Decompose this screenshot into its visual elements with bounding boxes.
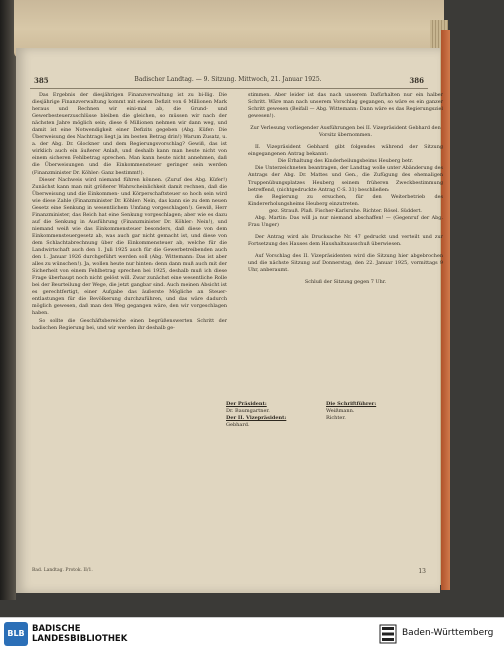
- session-end: Schluß der Sitzung gegen 7 Uhr.: [304, 279, 387, 286]
- notice-motion-intro: II. Vizepräsident Gebhard gibt folgendes während der Sitzung eingegangenen Antrag bekannt:: [248, 144, 443, 158]
- closing-text: Auf Vorschlag des II. Vizepräsidenten wird die Sitzung hier abgebrochen und die nächste Sitzung auf Donnerstag, den 22. Januar 1925, vormittags 9 Uhr, anberaumt.: [248, 252, 443, 274]
- motion-signers: gez. Strauß. Plaß. Fischer-Karlsruhe. Richter. Rösel. Süddert.: [269, 207, 422, 214]
- book-edge-left: [0, 0, 16, 600]
- signature-col-president: [226, 401, 321, 429]
- signature-block: [226, 401, 421, 441]
- footer-signature: Bad. Landtag. Protok. II/1.: [32, 568, 93, 573]
- right-column: [248, 92, 443, 422]
- page-number-right: 386: [409, 76, 424, 85]
- left-paragraph-2: Dieser Nachweis wird niemand führen können. (Zuruf des Abg. Küfer!) Zunächst kann man mit größerer Wahrscheinlichkeit damit rechnen, daß die Überweisung und die Einkommen- und Körperschaftsteuer so hoch sein wird wie diese Zahle (Finanzminister Dr. Köhler: Nein, das kann sie zu dem neuen Gesetz eine Senkung in wesentlichem Umfang vorgeschlagen!). Gewiß, Herr Finanzminister, das Reich hat eine Senkung vorgeschlagen; aber wie es dazu auf die Senkung in Ausführung (Finanzminister Dr. Köhler: Nein!), und niemand weiß wie das Einkommensteuer besonders, daß diese von dem Einkommensteuergesetz ab, was auch gar nicht gemacht ist, und diese von dem Schlachtabrechnung über die Einkommensteuer ab, welche für die Landwirtschaft auch den 1. Juli 1925 auch für die Gewerbetreibenden auch den 1. Januar 1926 durchgeführt werden soll (Abg. Wittemann: Das ist aber alles zu wünschen!). Ja, wollen heute nur hinten: denn dann muß auch mit der Sicherheit von einem Fehlbetrag sprechen bei 1925, deshalb muß ich diese Frage überhaupt noch nicht gelöst will. Zwar zunächst eine wesentliche Rolle bei der Beurteilung der Wege, die jetzt gangbar sind. Auch meinen Absicht ist es gerechtfertigt, einer Aufgabe das äußerste Mögliche an Steuer-entlastungen für die Bevölkerung durchzuführen, und das wäre dadurch möglich gewesen, daß man den Weg gegangen wäre, den wir vorgeschlagen haben.: [32, 176, 227, 317]
- left-paragraph-1: Das Ergebnis der diesjährigen Finanzverwaltung ist zu bi-llig. Die diesjährige Finanzverwaltung kommt mit einem Defizit von 6 Millionen Mark heraus und Rechnen wir eini-mal ab, die Grund- und Gewerbesteuerzuschlüsse bleiben die gleichen, so müssen wir nach der nächsten Jahre möglich sein; diese 6 Millionen nehmen wir dann weg, und damit ist eine Notwendigkeit einer Defizits gegeben (Abg. Küfer: Die Überweisung des Nachtrags liegt ja im besten Betrag drin!) Warum Zusatz, u. a. der Abg. Dr. Glockner und dem Regierungsvorschlag? Gewiß, das ist wirklich auch ein äußerer Anlaß, und deshalb kann man heute nicht von einem sicheren Fehlbetrag sprechen. Man kann heute nicht annehmen, daß die Überweisungen und die Einkommensteuer geringer sein werden (Finanzminister Dr. Köhler: Ganz bestimmt!).: [32, 92, 227, 176]
- president-name: Dr. Baumgartner.: [226, 408, 270, 414]
- motion-referral: Der Antrag wird als Drucksache Nr. 47 gedruckt und verteilt und zur Fortsetzung des Hauses dem Haushaltsausschuß überwiesen.: [248, 233, 443, 247]
- blb-logo[interactable]: BLB: [4, 622, 28, 646]
- left-paragraph-3: So sollte die Geschäftsbereiche einen begrüßenswerten Schritt der badischen Regierung bei, und wir werden ihr deshalb ge-: [32, 317, 227, 331]
- secretary-name-2: Richter.: [326, 415, 346, 421]
- page-number-left: 385: [34, 76, 49, 85]
- right-paragraph-1: stimmen. Aber leider ist das nach unserem Dafürhalten nur ein halber Schritt. Wäre man nach unserem Vorschlag gegangen, so wäre es ein ganzer Schritt gewesen (Beifall — Abg. Wittemann: Dann wäre es das Regierungsziel gewesen!).: [248, 92, 443, 120]
- bw-wordmark[interactable]: Baden-Württemberg: [402, 628, 494, 638]
- speech-martin: Abg. Martin: Das will ja nur niemand abschaffen! — (Gegenruf der Abg. Frau Unger): [248, 214, 443, 228]
- blb-line-2: LANDESBIBLIOTHEK: [32, 634, 128, 644]
- president-label: Der Präsident:: [226, 401, 267, 407]
- branding-bar: [0, 617, 504, 650]
- notice-chair: Zur Verlesung vorliegender Ausführungen bei II. Vizepräsident Gebhard den Vorsitz übernommen.: [250, 125, 441, 139]
- left-column: [32, 92, 227, 422]
- vice-president-label: Der II. Vizepräsident:: [226, 415, 287, 421]
- vice-president-name: Gebhard.: [226, 422, 250, 428]
- motion-title: Die Erhaltung des Kinderheilungsbeims Heuberg betr.: [277, 158, 414, 165]
- secretaries-label: Die Schriftführer:: [326, 401, 377, 407]
- page-header: [16, 76, 440, 88]
- running-title: Badischer Landtag. — 9. Sitzung. Mittwoch, 21. Januar 1925.: [134, 76, 322, 83]
- motion-text: Die Unterzeichneten beantragen, der Landtag wolle unter Abänderung des Antrags der Abg. Dr. Mattes und Gen., die Zufügung des ehemaligen Truppenübungsplatzes Heuberg seinem früheren Zweckbestimmung betreffend, (nichtgedruckte Antrag C-S. 31) beschließen:: [248, 165, 443, 193]
- footer-sheet-number: 13: [418, 568, 426, 575]
- blb-wordmark[interactable]: [32, 624, 127, 644]
- secretary-name-1: Weißmann.: [326, 408, 355, 414]
- document-page: [16, 48, 443, 593]
- bw-coat-of-arms-icon: [378, 624, 398, 644]
- header-rule: [30, 88, 428, 89]
- blb-line-1: BADISCHE: [32, 624, 81, 634]
- signature-col-secretaries: [326, 401, 421, 422]
- motion-request: die Regierung zu ersuchen, für den Weiterbetrieb des Kindererholungsheims Heuberg einzutreten.: [248, 193, 443, 207]
